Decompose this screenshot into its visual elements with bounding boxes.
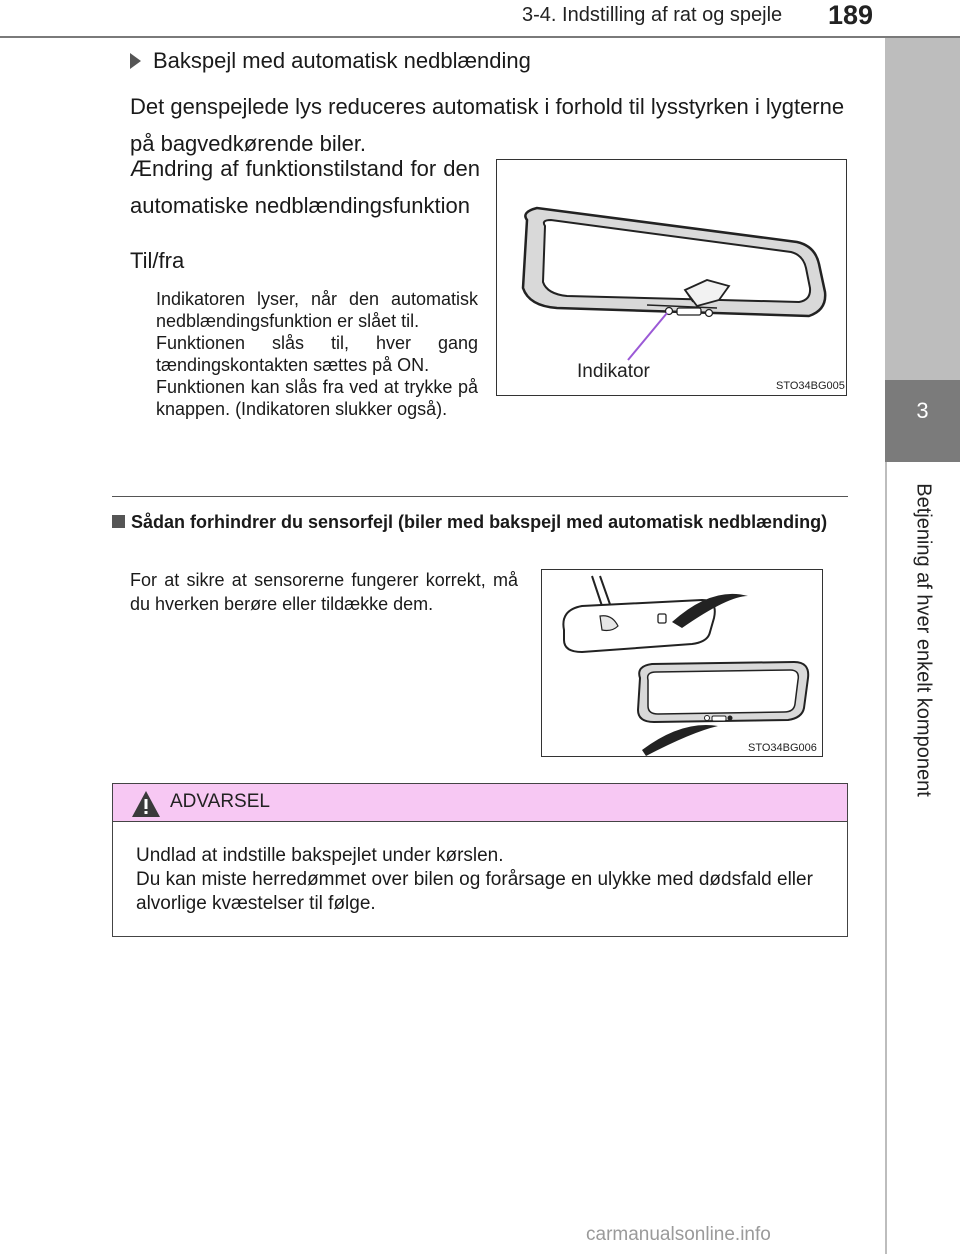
indicator-paragraph: Funktionen kan slås fra ved at trykke på knappen. (Indikatoren slukker også). xyxy=(156,377,478,419)
sensor-illustration xyxy=(542,570,822,756)
section-rule xyxy=(112,496,848,497)
header-rule xyxy=(0,36,960,38)
chapter-number: 3 xyxy=(916,398,929,423)
indicator-light-icon xyxy=(706,310,713,317)
indicator-pointer-line xyxy=(628,313,667,360)
mirror-button-icon xyxy=(677,308,701,315)
rear-sensor-icon xyxy=(658,614,666,623)
indicator-paragraph: Indikatoren lyser, når den automatisk nedblændingsfunktion er slået til. xyxy=(156,289,478,331)
warning-text xyxy=(136,844,836,916)
section-heading-text: Sådan forhindrer du sensorfejl (biler med bakspejl med automatisk nedblænding) xyxy=(131,512,828,532)
change-mode-title: Ændring af funktionstilstand for den automatiske nedblændingsfunktion xyxy=(130,156,480,218)
triangle-bullet-icon xyxy=(130,53,141,69)
figure-code: STO34BG006 xyxy=(748,742,817,754)
square-bullet-icon xyxy=(112,515,125,528)
warning-line: Undlad at indstille bakspejlet under kørslen. xyxy=(136,845,504,866)
indicator-label: Indikator xyxy=(577,361,650,382)
indicator-paragraph: Funktionen slås til, hver gang tændingskontakten sættes på ON. xyxy=(156,333,478,375)
sensor-paragraph: For at sikre at sensorerne fungerer korrekt, må du hverken berøre eller tildække dem. xyxy=(130,570,518,614)
indicator-description xyxy=(156,288,478,420)
footer-watermark: carmanualsonline.info xyxy=(586,1224,771,1245)
warning-line: Du kan miste herredømmet over bilen og forårsage en ulykke med dødsfald eller alvorlige kvæstelser til følge. xyxy=(136,869,813,914)
front-sensor-icon xyxy=(728,716,733,721)
intro-paragraph: Det genspejlede lys reduceres automatisk i forhold til lysstyrken i lygterne på bagvedkørende biler. xyxy=(130,94,845,156)
figure-code: STO34BG005 xyxy=(776,380,845,392)
bullet-title-text: Bakspejl med automatisk nedblænding xyxy=(153,48,531,73)
warning-title: ADVARSEL xyxy=(170,791,270,812)
side-tab-upper xyxy=(885,38,960,380)
chapter-title: Betjening af hver enkelt komponent xyxy=(912,483,935,797)
page-number: 189 xyxy=(828,0,874,30)
bullet-title xyxy=(130,48,531,74)
header-section-title: 3-4. Indstilling af rat og spejle xyxy=(522,4,783,26)
mirror-illustration xyxy=(497,160,846,395)
sensor-location-figure xyxy=(541,569,823,757)
section-heading xyxy=(112,510,848,534)
warning-triangle-icon xyxy=(130,789,162,824)
on-off-label: Til/fra xyxy=(130,248,185,273)
front-sensor-arrow-icon xyxy=(642,725,718,756)
mirror-indicator-figure xyxy=(496,159,847,396)
